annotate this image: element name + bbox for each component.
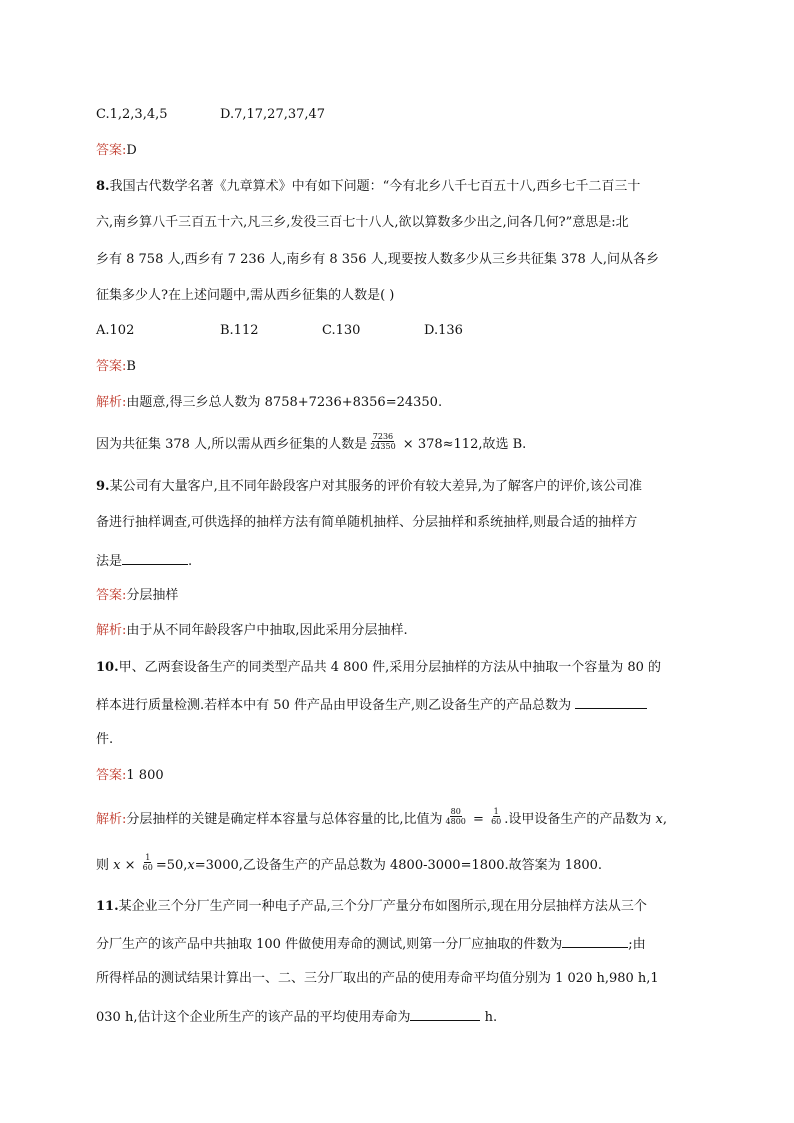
q7-options (96, 106, 325, 124)
fraction-numerator: 1 (493, 807, 499, 816)
analysis-text: 则 (96, 858, 114, 873)
answer-value: B (126, 359, 136, 374)
analysis-text: .设甲设备生产的产品数为 (504, 812, 656, 827)
fraction-numerator: 1 (145, 853, 151, 862)
fraction (142, 853, 154, 872)
answer-value: 1 800 (126, 768, 164, 783)
analysis-label: 解析: (96, 623, 127, 638)
comma: , (662, 812, 667, 827)
question-number: 9. (96, 479, 110, 494)
analysis-label: 解析: (96, 395, 127, 410)
answer-label: 答案: (96, 359, 127, 374)
q7-option-c: C.1,2,3,4,5 (96, 107, 168, 122)
q10-text-line1 (96, 659, 661, 677)
q9-analysis (96, 622, 408, 640)
q9-text-line1 (96, 478, 642, 496)
fraction-denominator: 24350 (370, 442, 396, 451)
answer-blank (575, 695, 647, 709)
times-sign: × (120, 858, 140, 873)
q10-text-line2 (96, 695, 647, 715)
analysis-text: 由于从不同年龄段客户中抽取,因此采用分层抽样. (126, 623, 408, 638)
q8-answer (96, 358, 136, 376)
analysis-label: 解析: (96, 812, 127, 827)
answer-label: 答案: (96, 768, 127, 783)
q8-option-c: C.130 (322, 323, 361, 338)
q10-analysis-line2 (96, 853, 603, 875)
analysis-text: 分层抽样的关键是确定样本容量与总体容量的比,比值为 (126, 812, 443, 827)
answer-value: 分层抽样 (126, 588, 179, 603)
fraction-denominator: 60 (491, 817, 502, 826)
analysis-text: =3000,乙设备生产的产品总数为 4800-3000=1800.故答案为 1800. (194, 858, 603, 873)
q8-option-a: A.102 (96, 323, 135, 338)
q8-text-line4: 征集多少人?在上述问题中,需从西乡征集的人数是( ) (96, 288, 395, 303)
q10-line2: 样本进行质量检测.若样本中有 50 件产品由甲设备生产,则乙设备生产的产品总数为 (96, 698, 572, 713)
q8-text-line2: 六,南乡算八千三百五十六,凡三乡,发役三百七十八人,欲以算数多少出之,问各几何?”意思是:北 (96, 215, 629, 230)
answer-blank (562, 934, 628, 948)
q11-text-line1 (96, 898, 647, 916)
fraction-numerator: 7236 (372, 432, 394, 441)
q8-text-line3: 乡有 8 758 人,西乡有 7 236 人,南乡有 8 356 人,现要按人数多少从三乡共征集 378 人,问从各乡 (96, 252, 660, 267)
q9-line1: 某公司有大量客户,且不同年龄段客户对其服务的评价有较大差异,为了解客户的评价,该公司准 (109, 479, 642, 494)
q8-analysis-line2 (96, 432, 527, 454)
fraction-denominator: 60 (142, 863, 153, 872)
variable-x: x (655, 812, 663, 827)
q8-text-line1 (96, 178, 640, 196)
answer-value: D (126, 143, 137, 158)
fraction (445, 807, 467, 826)
variable-x: x (187, 858, 195, 873)
q11-text-line4 (96, 1007, 497, 1027)
q9-line3-pre: 法是 (96, 554, 123, 569)
q9-answer (96, 587, 178, 605)
q7-option-d: D.7,17,27,37,47 (220, 107, 326, 122)
q11-line4-pre: 030 h,估计这个企业所生产的该产品的平均使用寿命为 (96, 1010, 411, 1025)
fraction (490, 807, 502, 826)
question-number: 10. (96, 660, 119, 675)
q10-analysis-line1 (96, 807, 667, 829)
q8-analysis-line1 (96, 394, 442, 412)
q7-answer (96, 142, 137, 160)
q10-text-line3: 件. (96, 732, 114, 747)
question-number: 11. (96, 899, 119, 914)
q11-text-line3: 所得样品的测试结果计算出一、二、三分厂取出的产品的使用寿命平均值分别为 1 020 h,980 h,1 (96, 971, 659, 986)
q8-option-d: D.136 (424, 323, 463, 338)
analysis-text: =50, (155, 858, 188, 873)
q11-line1: 某企业三个分厂生产同一种电子产品,三个分厂产量分布如图所示,现在用分层抽样方法从三个 (118, 899, 647, 914)
q10-line1: 甲、乙两套设备生产的同类型产品共 4 800 件,采用分层抽样的方法从中抽取一个容量为 80 的 (118, 660, 662, 675)
q9-text-line2: 备进行抽样调查,可供选择的抽样方法有简单随机抽样、分层抽样和系统抽样,则最合适的抽样方 (96, 515, 638, 530)
variable-x: x (113, 858, 121, 873)
fraction-denominator: 4800 (445, 817, 466, 826)
q10-answer (96, 767, 164, 785)
answer-blank (410, 1007, 480, 1021)
q8-line1: 我国古代数学名著《九章算术》中有如下问题：“今有北乡八千七百五十八,西乡七千二百三十 (109, 179, 641, 194)
fraction-numerator: 80 (450, 807, 461, 816)
question-number: 8. (96, 179, 110, 194)
analysis-text: 因为共征集 378 人,所以需从西乡征集的人数是 (96, 437, 368, 452)
answer-label: 答案: (96, 588, 127, 603)
analysis-text: × 378≈112,故选 B. (398, 437, 527, 452)
q11-line4-post: h. (480, 1010, 498, 1025)
q11-text-line2 (96, 934, 646, 954)
q9-text-line3 (96, 551, 192, 571)
analysis-text: 由题意,得三乡总人数为 8758+7236+8356=24350. (126, 395, 443, 410)
answer-blank (122, 551, 188, 565)
q9-line3-post: . (188, 554, 193, 569)
q11-line2-post: ;由 (628, 937, 646, 952)
q8-options (96, 322, 463, 340)
q8-option-b: B.112 (220, 323, 259, 338)
equals-sign: = (468, 812, 489, 827)
answer-label: 答案: (96, 143, 127, 158)
fraction (369, 432, 396, 451)
q11-line2-pre: 分厂生产的该产品中共抽取 100 件做使用寿命的测试,则第一分厂应抽取的件数为 (96, 937, 563, 952)
